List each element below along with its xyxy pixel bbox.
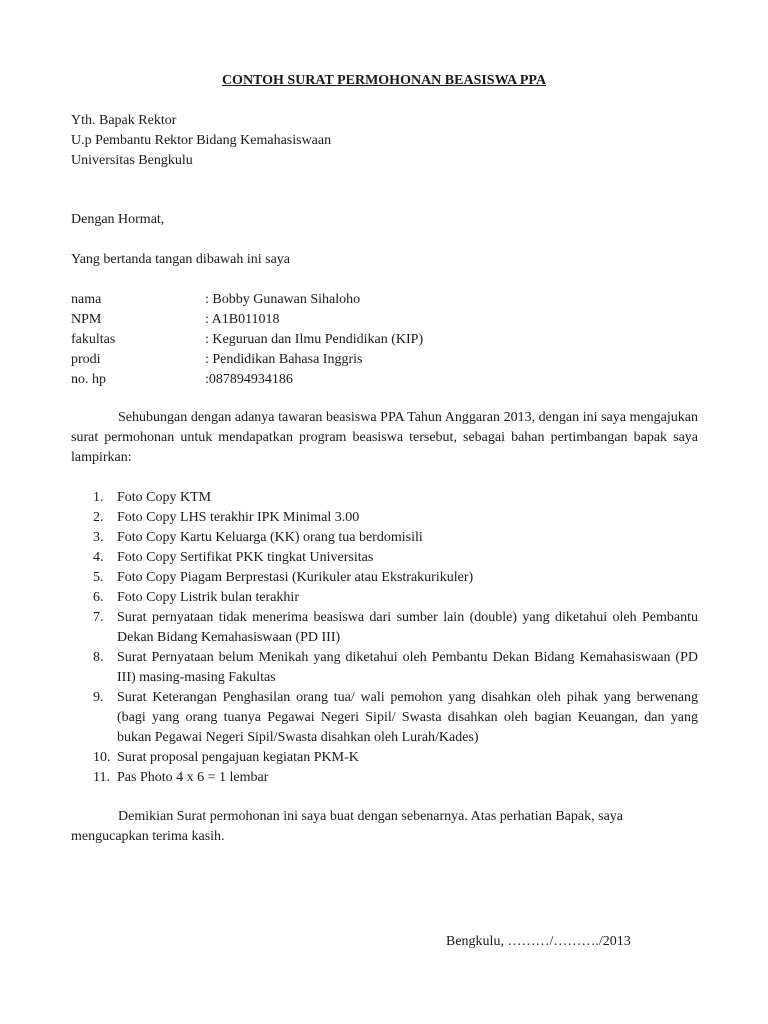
identity-label: fakultas [71,332,116,347]
identity-label: no. hp [71,372,106,387]
list-item [71,768,698,788]
identity-row-name [71,290,423,310]
list-item [71,508,698,528]
identity-label: nama [71,292,102,307]
list-item-number: 8. [93,650,104,665]
list-item-text: Foto Copy Piagam Berprestasi (Kurikuler atau Ekstrakurikuler) [117,570,474,585]
list-item [71,688,698,748]
identity-row-program [71,350,423,370]
list-item-number: 10. [93,750,111,765]
addressee-line-1: Yth. Bapak Rektor [71,113,177,128]
addressee-line-2: U.p Pembantu Rektor Bidang Kemahasiswaan [71,133,332,148]
list-item-text: Foto Copy LHS terakhir IPK Minimal 3.00 [117,510,360,525]
request-paragraph-text: Sehubungan dengan adanya tawaran beasiswa PPA Tahun Anggaran 2013, dengan ini saya mengajukan surat permohonan untuk mendapatkan program beasiswa tersebut, sebagai bahan pertimbangan bapak saya lampirkan: [71,410,698,465]
identity-label: NPM [71,312,102,327]
identity-value: : Pendidikan Bahasa Inggris [205,352,363,367]
list-item-number: 3. [93,530,104,545]
identity-value: :087894934186 [205,372,293,387]
intro-line: Yang bertanda tangan dibawah ini saya [71,252,291,267]
identity-label: prodi [71,352,101,367]
identity-row-phone [71,370,423,390]
list-item-text: Foto Copy Sertifikat PKK tingkat Universitas [117,550,374,565]
addressee-block [71,111,331,171]
addressee-line-3: Universitas Bengkulu [71,153,193,168]
list-item [71,548,698,568]
list-item [71,568,698,588]
identity-value: : Keguruan dan Ilmu Pendidikan (KIP) [205,332,424,347]
greeting: Dengan Hormat, [71,212,165,227]
list-item-number: 9. [93,690,104,705]
letter-title: CONTOH SURAT PERMOHONAN BEASISWA PPA [221,73,547,88]
attachment-list [71,488,698,788]
closing-paragraph-text: Demikian Surat permohonan ini saya buat dengan sebenarnya. Atas perhatian Bapak, saya mengucapkan terima kasih. [71,809,624,844]
list-item-number: 6. [93,590,104,605]
list-item [71,528,698,548]
list-item-text: Foto Copy Listrik bulan terakhir [117,590,299,605]
identity-row-faculty [71,330,423,350]
place-date: Bengkulu, ………/………./2013 [446,934,631,949]
list-item-text: Surat proposal pengajuan kegiatan PKM-K [117,750,359,765]
list-item-number: 2. [93,510,104,525]
request-paragraph [71,408,698,468]
list-item-text: Foto Copy Kartu Keluarga (KK) orang tua berdomisili [117,530,423,545]
list-item-text: Surat Pernyataan belum Menikah yang diketahui oleh Pembantu Dekan Bidang Kemahasiswaan (PD III) masing-masing Fakultas [117,650,698,685]
list-item-number: 7. [93,610,104,625]
identity-value: : A1B011018 [205,312,280,327]
list-item [71,608,698,648]
identity-row-npm [71,310,423,330]
closing-paragraph [71,807,698,847]
identity-block [71,290,423,390]
identity-value: : Bobby Gunawan Sihaloho [205,292,361,307]
list-item [71,588,698,608]
list-item-number: 4. [93,550,104,565]
list-item [71,648,698,688]
list-item-text: Pas Photo 4 x 6 = 1 lembar [117,770,269,785]
list-item-text: Foto Copy KTM [117,490,212,505]
list-item-text: Surat pernyataan tidak menerima beasiswa dari sumber lain (double) yang diketahui oleh Pembantu Dekan Bidang Kemahasiswaan (PD III) [117,610,698,645]
list-item-number: 5. [93,570,104,585]
list-item [71,488,698,508]
list-item [71,748,698,768]
list-item-number: 11. [93,770,110,785]
list-item-number: 1. [93,490,104,505]
list-item-text: Surat Keterangan Penghasilan orang tua/ wali pemohon yang disahkan oleh pihak yang berwenang (bagi yang orang tuanya Pegawai Negeri Sipil/ Swasta disahkan oleh bagian Keuangan, dan yang bukan Pegawai Negeri Sipil/Swasta disahkan oleh Lurah/Kades) [117,690,698,745]
